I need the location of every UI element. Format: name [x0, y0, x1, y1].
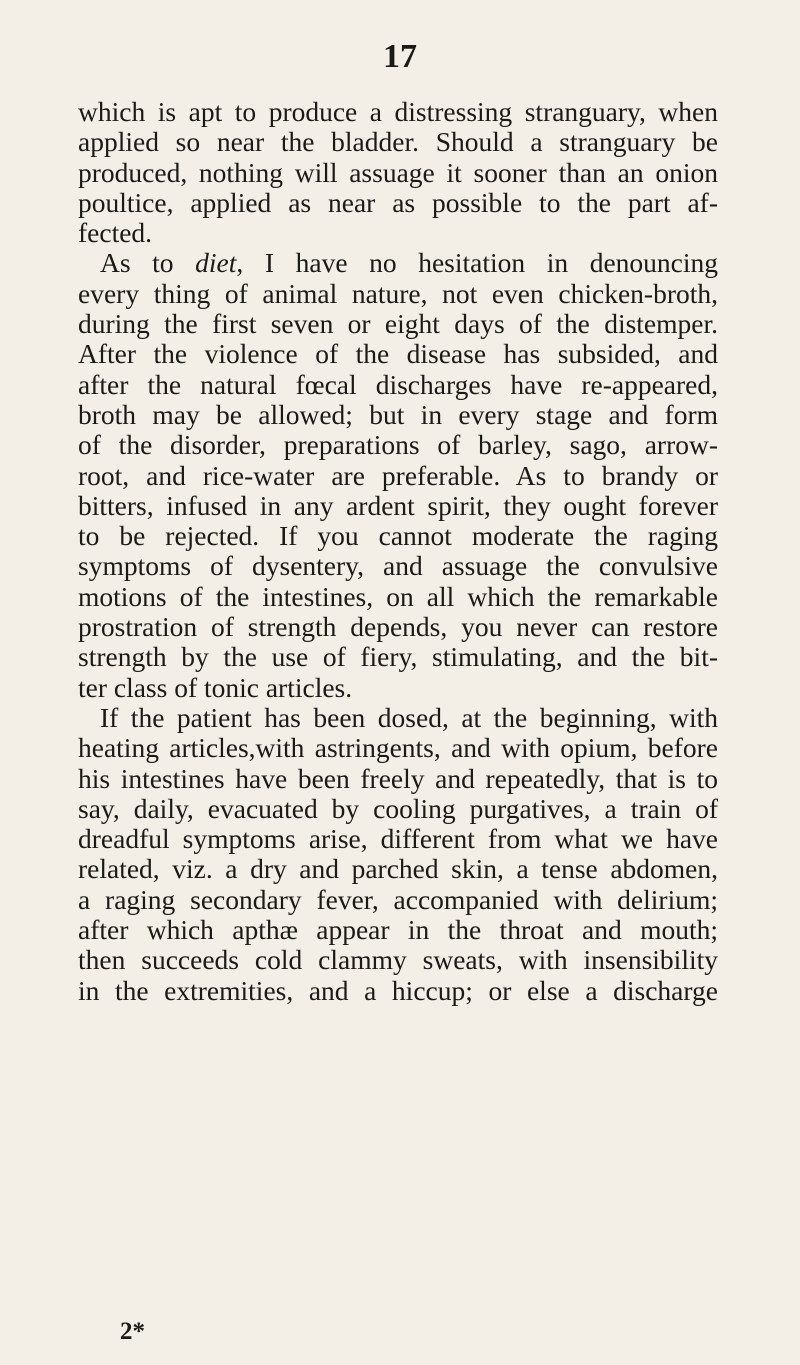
text-line: which is apt to produce a distressing stranguary, when: [78, 96, 718, 127]
text-line: then succeeds cold clammy sweats, with insensibility: [78, 944, 718, 976]
page-number: 17: [383, 38, 417, 75]
text-line: motions of the intestines, on all which the remarkable: [78, 580, 718, 612]
text-line: produced, nothing will assuage it sooner than an onion: [78, 156, 718, 188]
text-line: his intestines have been freely and repeatedly, that is to: [78, 762, 718, 794]
signature-mark: 2*: [120, 1318, 145, 1345]
text-line: say, daily, evacuated by cooling purgatives, a train of: [78, 792, 718, 824]
text-line: to be rejected. If you cannot moderate the raging: [78, 520, 718, 552]
text-line: fected.: [78, 217, 153, 249]
text-line: of the disorder, preparations of barley, sago, arrow-: [78, 429, 718, 461]
text-line: a raging secondary fever, accompanied with delirium;: [78, 883, 718, 915]
text-line: broth may be allowed; but in every stage and form: [78, 398, 718, 430]
text-line: bitters, infused in any ardent spirit, they ought forever: [78, 489, 718, 521]
text-line: If the patient has been dosed, at the beginning, with: [100, 701, 718, 733]
text-line: root, and rice-water are preferable. As to brandy or: [78, 459, 718, 491]
text-line: After the violence of the disease has subsided, and: [78, 338, 718, 370]
text-line: every thing of animal nature, not even chicken-broth,: [78, 277, 718, 309]
text-line: during the first seven or eight days of the distemper.: [78, 308, 718, 340]
text-line: poultice, applied as near as possible to the part af-: [78, 186, 718, 218]
text-line: ter class of tonic articles.: [78, 671, 353, 703]
body-text: [78, 97, 718, 1006]
text-line: strength by the use of fiery, stimulating, and the bit-: [78, 641, 718, 673]
text-line: after which apthæ appear in the throat and mouth;: [78, 914, 718, 946]
text-line: dreadful symptoms arise, different from what we have: [78, 823, 718, 855]
text-line: in the extremities, and a hiccup; or else a discharge: [78, 974, 718, 1006]
text-line: symptoms of dysentery, and assuage the convulsive: [78, 550, 718, 582]
text-line: As to diet, I have no hesitation in denouncing: [100, 247, 719, 279]
text-line: after the natural fœcal discharges have re-appeared,: [78, 368, 718, 400]
text-line: heating articles,with astringents, and with opium, before: [78, 732, 718, 764]
text-line: related, viz. a dry and parched skin, a tense abdomen,: [78, 853, 718, 885]
text-line: prostration of strength depends, you never can restore: [78, 611, 718, 643]
text-line: applied so near the bladder. Should a stranguary be: [78, 126, 718, 158]
